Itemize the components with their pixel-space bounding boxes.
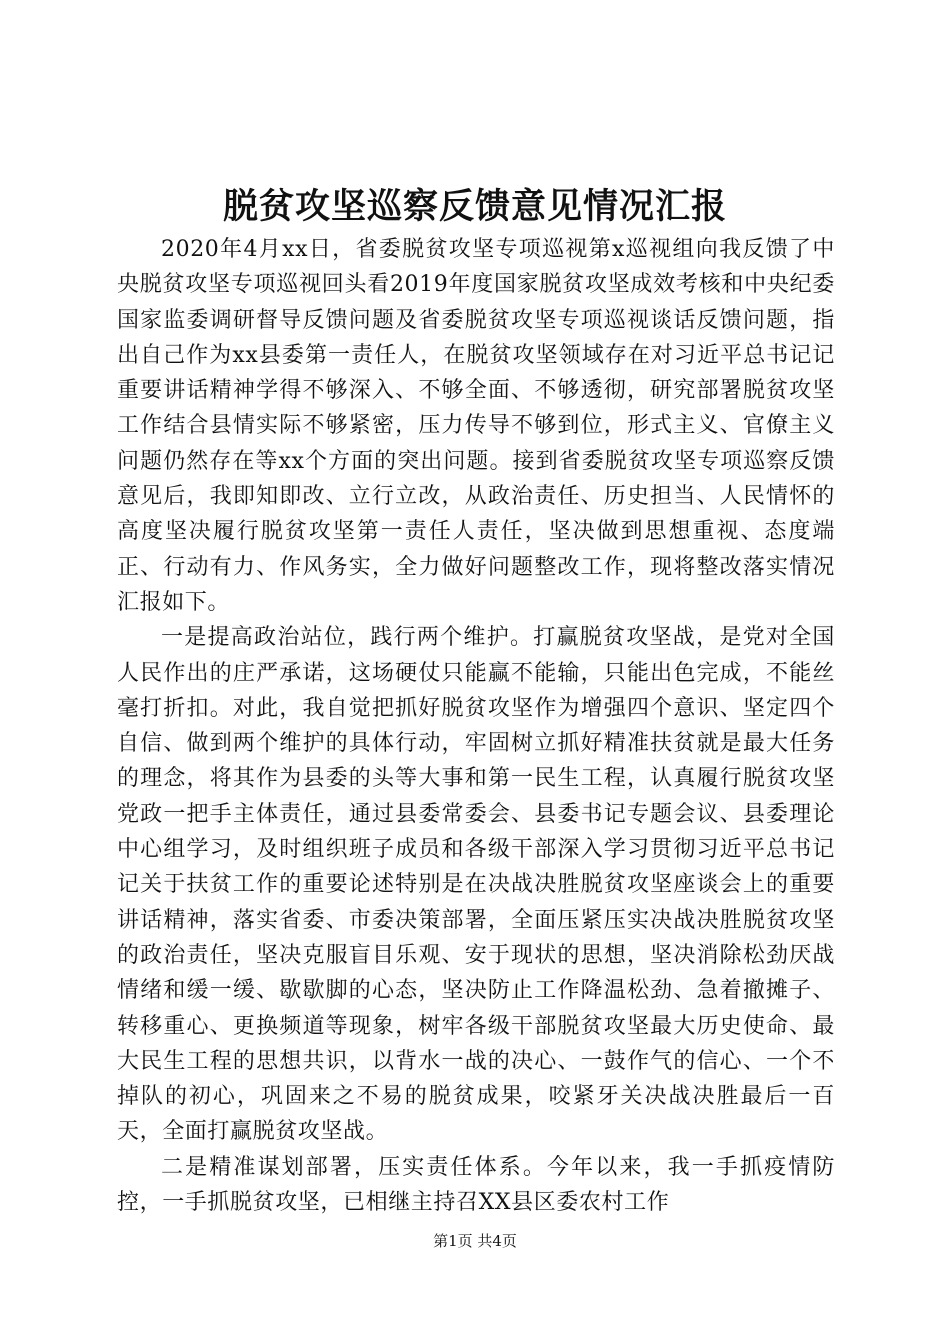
document-title: 脱贫攻坚巡察反馈意见情况汇报	[222, 186, 727, 227]
page-footer: 第1页 共4页	[433, 1232, 517, 1250]
paragraph-point-two: 二是精准谋划部署，压实责任体系。今年以来，我一手抓疫情防控，一手抓脱贫攻坚，已相继主持召XX县区委农村工作	[117, 1154, 835, 1216]
document-body	[117, 232, 835, 1220]
paragraph-point-one: 一是提高政治站位，践行两个维护。打赢脱贫攻坚战，是党对全国人民作出的庄严承诺，这场硬仗只能赢不能输，只能出色完成，不能丝毫打折扣。对此，我自觉把抓好脱贫攻坚作为增强四个意识、坚定四个自信、做到两个维护的具体行动，牢固树立抓好精准扶贫就是最大任务的理念，将其作为县委的头等大事和第一民生工程，认真履行脱贫攻坚党政一把手主体责任，通过县委常委会、县委书记专题会议、县委理论中心组学习，及时组织班子成员和各级干部深入学习贯彻习近平总书记记关于扶贫工作的重要论述特别是在决战决胜脱贫攻坚座谈会上的重要讲话精神，落实省委、市委决策部署，全面压紧压实决战决胜脱贫攻坚的政治责任，坚决克服盲目乐观、安于现状的思想，坚决消除松劲厌战情绪和缓一缓、歇歇脚的心态，坚决防止工作降温松劲、急着撤摊子、转移重心、更换频道等现象，树牢各级干部脱贫攻坚最大历史使命、最大民生工程的思想共识，以背水一战的决心、一鼓作气的信心、一个不掉队的初心，巩固来之不易的脱贫成果，咬紧牙关决战决胜最后一百天，全面打赢脱贫攻坚战。	[117, 625, 835, 1145]
paragraph-intro: 2020年4月xx日，省委脱贫攻坚专项巡视第x巡视组向我反馈了中央脱贫攻坚专项巡视回头看2019年度国家脱贫攻坚成效考核和中央纪委国家监委调研督导反馈问题及省委脱贫攻坚专项巡视谈话反馈问题，指出自己作为xx县委第一责任人，在脱贫攻坚领域存在对习近平总书记记重要讲话精神学得不够深入、不够全面、不够透彻，研究部署脱贫攻坚工作结合县情实际不够紧密，压力传导不够到位，形式主义、官僚主义问题仍然存在等xx个方面的突出问题。接到省委脱贫攻坚专项巡察反馈意见后，我即知即改、立行立改，从政治责任、历史担当、人民情怀的高度坚决履行脱贫攻坚第一责任人责任，坚决做到思想重视、态度端正、行动有力、作风务实，全力做好问题整改工作，现将整改落实情况汇报如下。	[117, 237, 835, 615]
